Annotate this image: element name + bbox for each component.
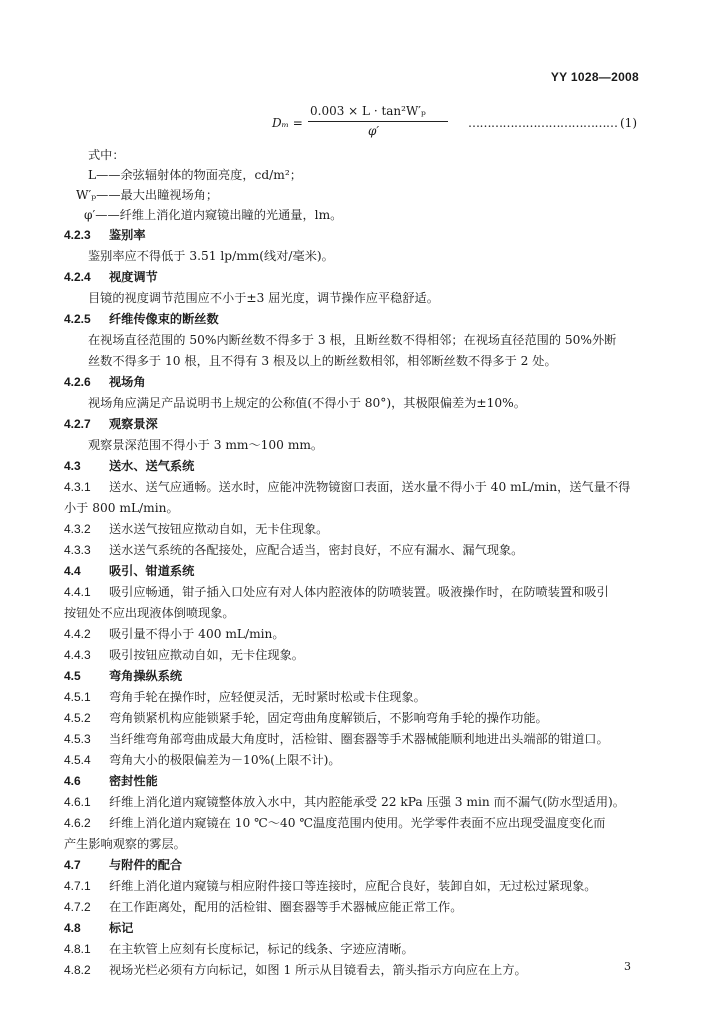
clause-text: 吸引按钮应揿动自如，无卡住现象。 [109, 648, 304, 662]
section-heading-line [64, 772, 158, 790]
clause-line [64, 814, 605, 832]
clause-text: 纤维上消化道内窥镜整体放入水中，其内腔能承受 22 kPa 压强 3 min 而不漏气(防水型适用)。 [109, 795, 625, 809]
section-number: 4.4.1 [64, 585, 91, 599]
section-heading: 吸引、钳道系统 [109, 564, 195, 578]
section-number: 4.7.1 [64, 879, 91, 893]
paragraph-line: 按钮处不应出现液体倒喷现象。 [64, 606, 235, 620]
clause-text: 吸引量不得小于 400 mL/min。 [109, 627, 285, 641]
section-number: 4.3.2 [64, 522, 91, 536]
where-title: 式中： [88, 148, 125, 162]
clause-line [64, 646, 304, 664]
clause-text: 送水、送气应通畅。送水时，应能冲洗物镜窗口表面，送水量不得小于 40 mL/min，送气量不得 [109, 480, 631, 494]
formula [272, 104, 642, 148]
clause-text: 送水送气按钮应揿动自如，无卡住现象。 [109, 522, 329, 536]
fraction-bar [308, 121, 448, 122]
section-heading: 纤维传像束的断丝数 [109, 312, 219, 326]
section-number: 4.6.2 [64, 816, 91, 830]
clause-line [64, 751, 341, 769]
clause-line [64, 940, 414, 958]
page-number: 3 [624, 960, 631, 973]
section-heading: 视场角 [109, 375, 146, 389]
paragraph-line: 观察景深范围不得小于 3 mm～100 mm。 [88, 438, 324, 452]
clause-text: 当纤维弯角部弯曲成最大角度时，活检钳、圈套器等手术器械能顺利地进出头端部的钳道口。 [109, 732, 609, 746]
clause-text: 弯角锁紧机构应能锁紧手轮，固定弯曲角度解锁后，不影响弯角手轮的操作功能。 [109, 711, 548, 725]
standard-number: YY 1028—2008 [550, 70, 639, 84]
section-heading-line [64, 373, 146, 391]
where-item: φ′——纤维上消化道内窥镜出瞳的光通量，lm。 [84, 208, 343, 222]
section-heading: 送水、送气系统 [109, 459, 195, 473]
clause-line [64, 541, 523, 559]
section-number: 4.5.4 [64, 753, 91, 767]
clause-line [64, 898, 462, 916]
section-number: 4.5.3 [64, 732, 91, 746]
section-number: 4.3 [64, 459, 81, 473]
section-heading-line [64, 457, 194, 475]
section-number: 4.5 [64, 669, 81, 683]
paragraph-line: 鉴别率应不得低于 3.51 lp/mm(线对/毫米)。 [88, 249, 334, 263]
paragraph-line: 视场角应满足产品说明书上规定的公称值(不得小于 80°)，其极限偏差为±10%。 [88, 396, 526, 410]
section-heading: 标记 [109, 921, 134, 935]
clause-line [64, 877, 597, 895]
clause-line [64, 688, 426, 706]
section-number: 4.6.1 [64, 795, 91, 809]
section-number: 4.5.2 [64, 711, 91, 725]
section-number: 4.8.1 [64, 942, 91, 956]
section-heading: 弯角操纵系统 [109, 669, 183, 683]
paragraph-line: 目镜的视度调节范围应不小于±3 屈光度，调节操作应平稳舒适。 [88, 291, 439, 305]
section-number: 4.3.3 [64, 543, 91, 557]
clause-line [64, 961, 527, 979]
section-heading: 观察景深 [109, 417, 158, 431]
formula-lhs: Dₘ = [272, 116, 303, 130]
section-heading-line [64, 310, 219, 328]
clause-text: 视场光栏必须有方向标记，如图 1 所示从目镜看去，箭头指示方向应在上方。 [109, 963, 527, 977]
paragraph-line: 丝数不得多于 10 根，且不得有 3 根及以上的断丝数相邻，相邻断丝数不得多于 2 处。 [88, 354, 557, 368]
section-heading-line [64, 562, 194, 580]
section-heading-line [64, 919, 133, 937]
section-number: 4.7.2 [64, 900, 91, 914]
section-heading-line [64, 667, 182, 685]
formula-denominator: φ′ [368, 124, 380, 138]
section-number: 4.4.2 [64, 627, 91, 641]
where-item: W′ₚ——最大出瞳视场角； [76, 188, 219, 202]
where-item: L——余弦辐射体的物面亮度，cd/m²； [88, 168, 302, 182]
clause-text: 弯角大小的极限偏差为－10%(上限不计)。 [109, 753, 341, 767]
section-number: 4.7 [64, 858, 81, 872]
section-heading: 鉴别率 [109, 228, 146, 242]
clause-line [64, 625, 285, 643]
section-heading-line [64, 856, 182, 874]
section-number: 4.5.1 [64, 690, 91, 704]
clause-text: 纤维上消化道内窥镜在 10 ℃～40 ℃温度范围内使用。光学零件表面不应出现受温度变化而 [109, 816, 606, 830]
clause-line [64, 709, 548, 727]
clause-text: 纤维上消化道内窥镜与相应附件接口等连接时，应配合良好，装卸自如，无过松过紧现象。 [109, 879, 597, 893]
section-number: 4.4 [64, 564, 81, 578]
formula-numerator: 0.003 × L · tan²W′ₚ [310, 104, 426, 118]
clause-line [64, 520, 328, 538]
section-number: 4.8 [64, 921, 81, 935]
section-number: 4.6 [64, 774, 81, 788]
section-heading-line [64, 268, 158, 286]
clause-text: 吸引应畅通，钳子插入口处应有对人体内腔液体的防喷装置。吸液操作时，在防喷装置和吸引 [109, 585, 609, 599]
clause-line [64, 478, 630, 496]
clause-line [64, 730, 609, 748]
section-number: 4.2.6 [64, 375, 91, 389]
clause-line [64, 583, 609, 601]
section-number: 4.2.5 [64, 312, 91, 326]
clause-text: 弯角手轮在操作时，应轻便灵活，无时紧时松或卡住现象。 [109, 690, 426, 704]
formula-number: (1) [620, 116, 637, 130]
section-heading-line [64, 415, 158, 433]
section-heading: 视度调节 [109, 270, 158, 284]
section-heading: 与附件的配合 [109, 858, 183, 872]
paragraph-line: 产生影响观察的雾层。 [64, 837, 186, 851]
paragraph-line: 在视场直径范围的 50%内断丝数不得多于 3 根，且断丝数不得相邻；在视场直径范围的 50%外断 [88, 333, 617, 347]
section-heading-line [64, 226, 146, 244]
clause-line [64, 793, 625, 811]
clause-text: 送水送气系统的各配接处，应配合适当，密封良好，不应有漏水、漏气现象。 [109, 543, 524, 557]
section-number: 4.3.1 [64, 480, 91, 494]
section-number: 4.2.4 [64, 270, 91, 284]
section-number: 4.8.2 [64, 963, 91, 977]
section-number: 4.2.7 [64, 417, 91, 431]
clause-text: 在工作距离处，配用的活检钳、圈套器等手术器械应能正常工作。 [109, 900, 463, 914]
paragraph-line: 小于 800 mL/min。 [64, 501, 179, 515]
clause-text: 在主软管上应刻有长度标记，标记的线条、字迹应清晰。 [109, 942, 414, 956]
section-number: 4.4.3 [64, 648, 91, 662]
section-number: 4.2.3 [64, 228, 91, 242]
formula-leader-dots: ………………………………… [468, 116, 618, 130]
section-heading: 密封性能 [109, 774, 158, 788]
